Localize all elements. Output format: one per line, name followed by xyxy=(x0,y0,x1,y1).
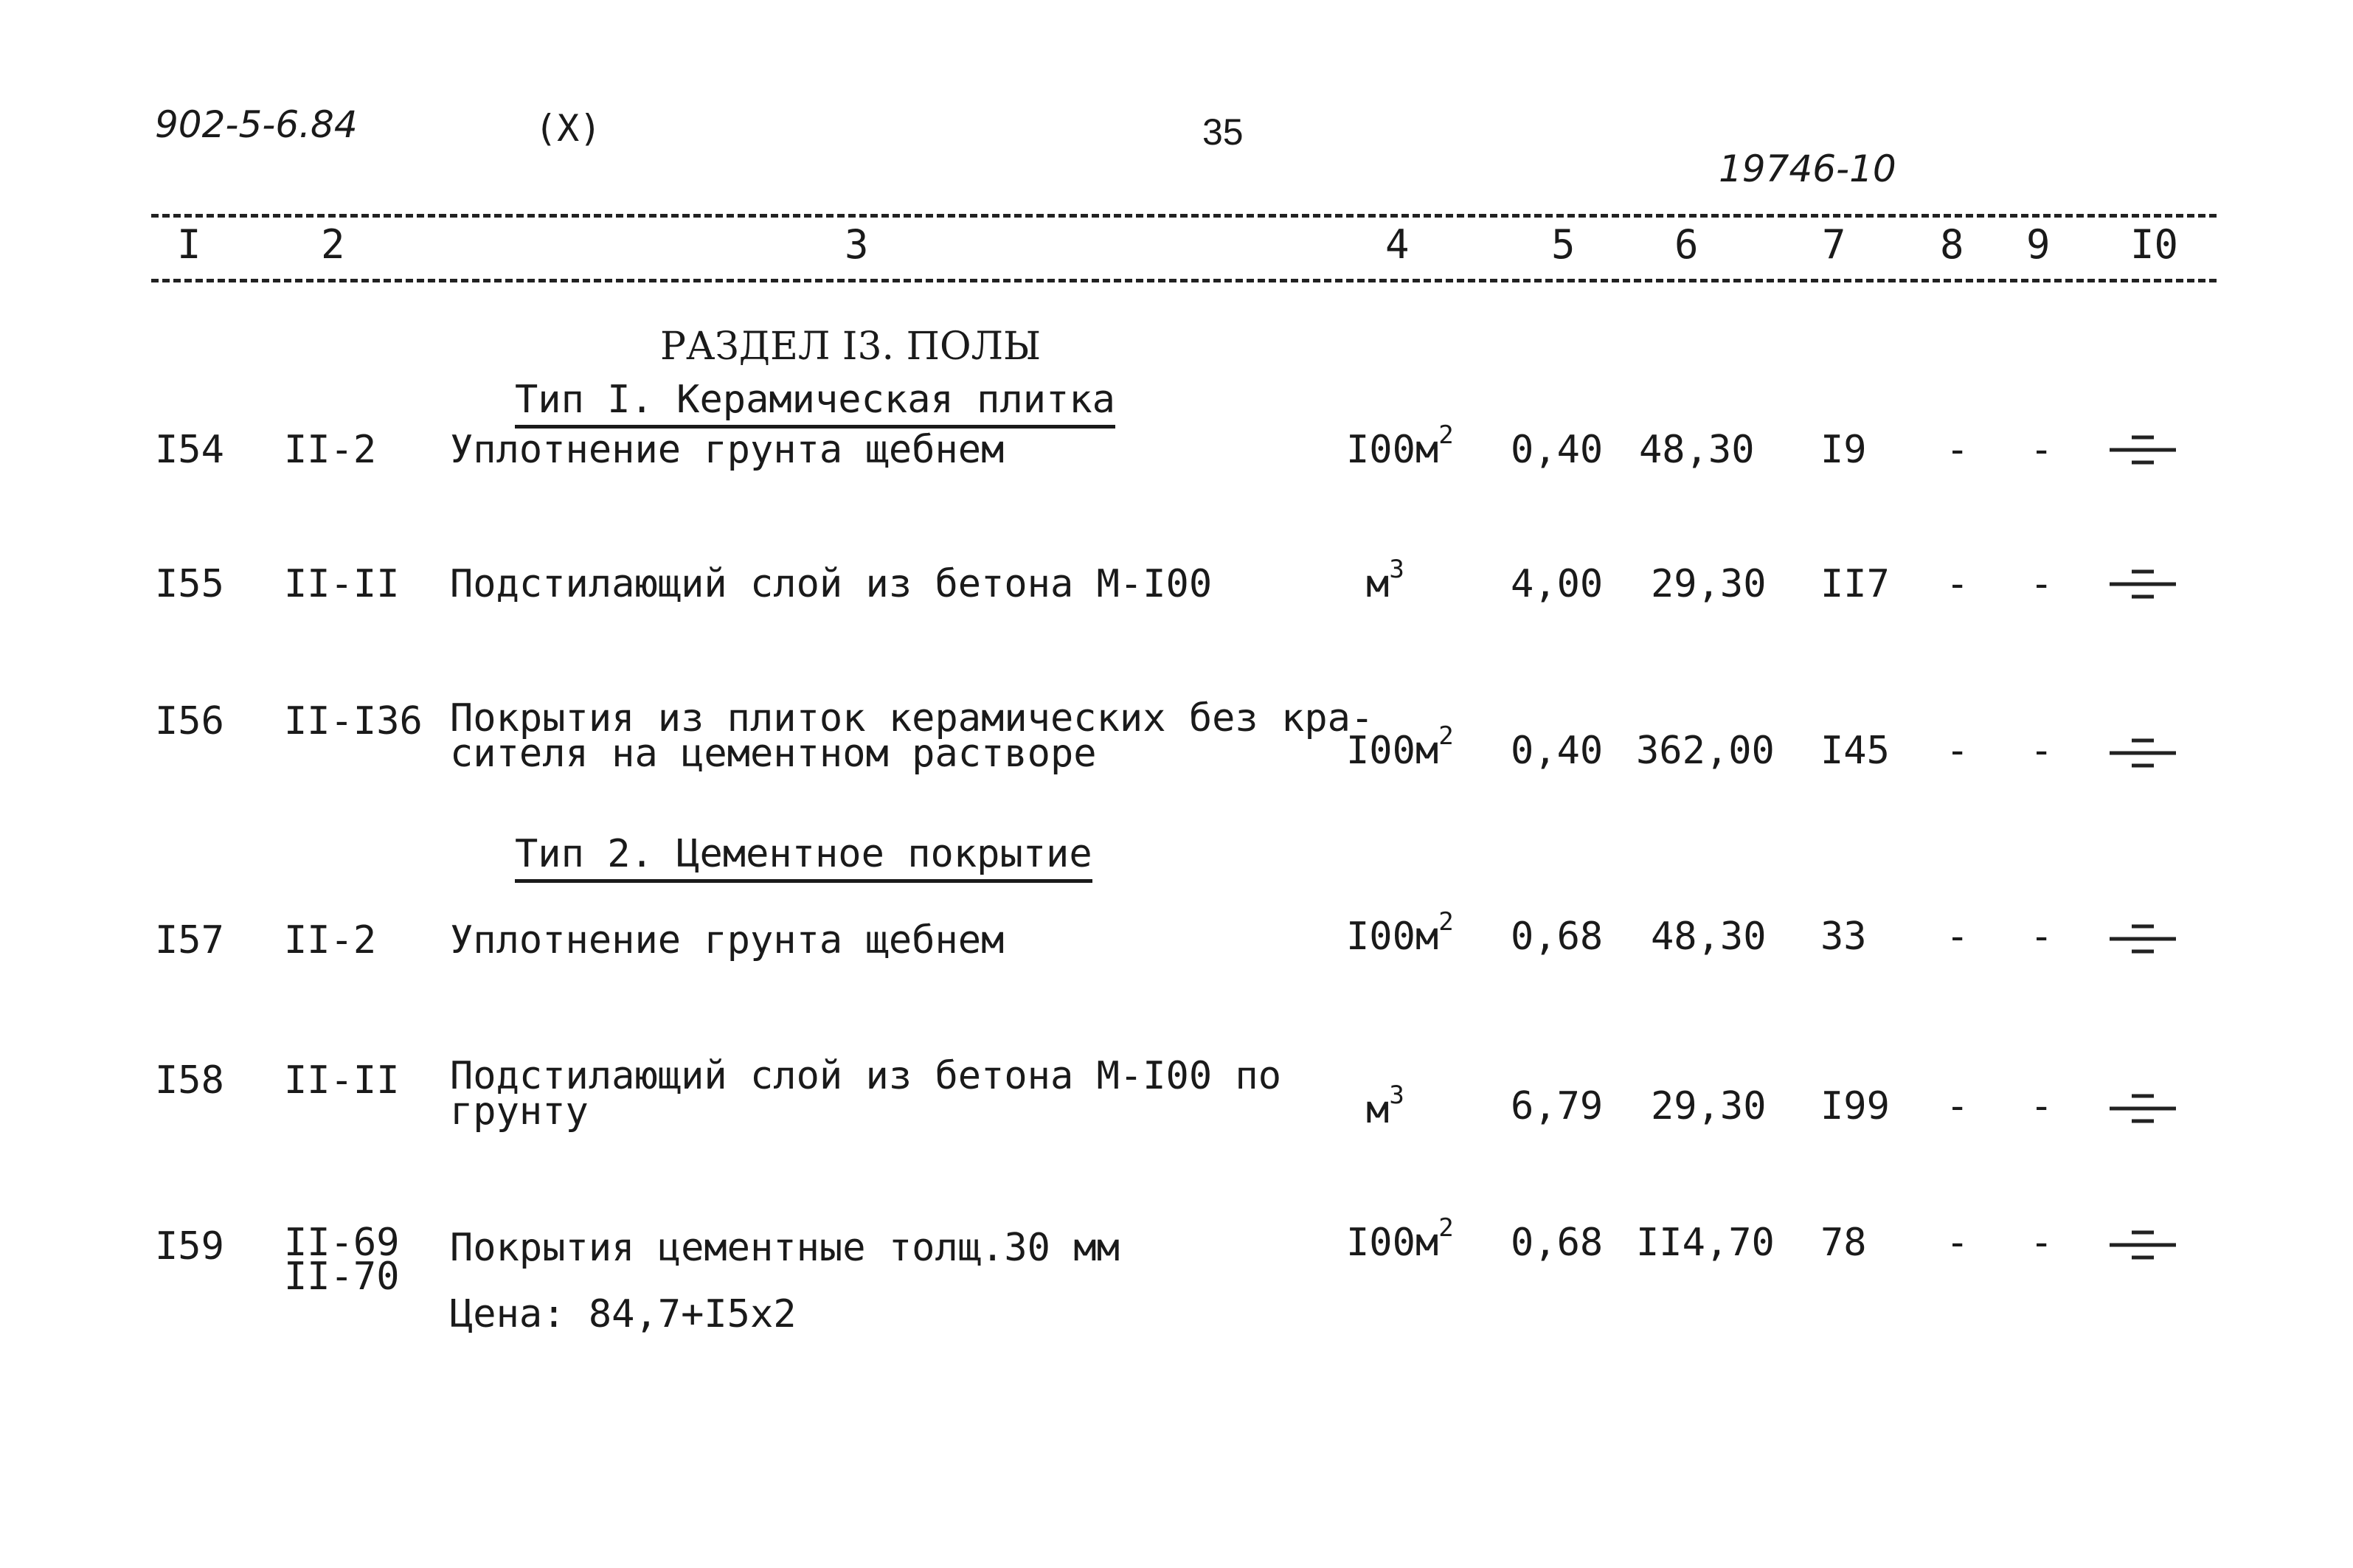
column-header-7: 7 xyxy=(1822,221,1846,268)
total-cost: II7 xyxy=(1820,562,1890,606)
column-header-5: 5 xyxy=(1551,221,1576,268)
subsection-type2 xyxy=(515,832,1092,876)
norm-code-line-1: II-69 xyxy=(284,1221,400,1265)
unit-of-measure xyxy=(1346,1213,1454,1265)
norm-code: II-II xyxy=(284,1058,400,1103)
column-header-2: 2 xyxy=(321,221,345,268)
quantity: 0,40 xyxy=(1511,428,1604,472)
unit-of-measure xyxy=(1346,420,1454,472)
norm-code: II-2 xyxy=(284,918,377,962)
row-number: I58 xyxy=(155,1058,224,1103)
column-header-6: 6 xyxy=(1674,221,1699,268)
row-number: I57 xyxy=(155,918,224,962)
ditto-mark-icon xyxy=(2110,1227,2176,1263)
unit-of-measure xyxy=(1366,1080,1404,1132)
column-header-3: 3 xyxy=(845,221,869,268)
unit-base: I00м xyxy=(1346,915,1439,959)
subsection-type1 xyxy=(515,378,1115,422)
unit-exponent: 2 xyxy=(1438,420,1454,450)
column-header-4: 4 xyxy=(1385,221,1410,268)
total-cost: I99 xyxy=(1820,1084,1890,1128)
column-header-10: I0 xyxy=(2130,221,2179,268)
norm-code: II-II xyxy=(284,562,400,606)
ditto-mark-icon xyxy=(2110,735,2176,771)
header-bottom-rule xyxy=(151,279,2217,282)
column-8-value: - xyxy=(1946,915,1969,959)
ditto-mark-icon xyxy=(2110,920,2176,957)
unit-base: м xyxy=(1366,562,1390,606)
unit-price: 29,30 xyxy=(1651,1084,1767,1128)
quantity: 0,68 xyxy=(1511,1221,1604,1265)
section-title: РАЗДЕЛ I3. ПОЛЫ xyxy=(660,325,1042,369)
column-9-value: - xyxy=(2030,428,2054,472)
column-header-8: 8 xyxy=(1940,221,1964,268)
column-header-1: I xyxy=(177,221,201,268)
norm-code xyxy=(284,1221,400,1299)
column-8-value: - xyxy=(1946,1084,1969,1128)
unit-price: 48,30 xyxy=(1639,428,1755,472)
norm-code: II-I36 xyxy=(284,699,423,743)
total-cost: I9 xyxy=(1820,428,1867,472)
unit-price: 48,30 xyxy=(1651,915,1767,959)
work-description: Уплотнение грунта щебнем xyxy=(450,428,1005,472)
unit-price: 29,30 xyxy=(1651,562,1767,606)
unit-exponent: 3 xyxy=(1389,1080,1404,1110)
row-number: I55 xyxy=(155,562,224,606)
subsection-type1-label: Тип I. Керамическая плитка xyxy=(515,378,1115,429)
unit-price: II4,70 xyxy=(1636,1221,1775,1265)
document-mark: (X) xyxy=(535,107,602,150)
unit-price: 362,00 xyxy=(1636,729,1775,773)
column-8-value: - xyxy=(1946,1221,1969,1265)
unit-of-measure xyxy=(1346,721,1454,773)
work-description-line-2: грунту xyxy=(450,1089,589,1134)
column-9-value: - xyxy=(2030,915,2054,959)
column-9-value: - xyxy=(2030,1084,2054,1128)
work-description-line-2: сителя на цементном растворе xyxy=(450,732,1097,776)
column-8-value: - xyxy=(1946,428,1969,472)
unit-base: I00м xyxy=(1346,729,1439,773)
row-number: I59 xyxy=(155,1224,224,1269)
total-cost: 78 xyxy=(1820,1221,1867,1265)
work-description: Уплотнение грунта щебнем xyxy=(450,918,1005,962)
unit-exponent: 2 xyxy=(1438,721,1454,751)
work-description xyxy=(450,696,1374,776)
unit-base: I00м xyxy=(1346,428,1439,472)
row-number: I56 xyxy=(155,699,224,743)
ditto-mark-icon xyxy=(2110,431,2176,468)
work-description-line-1: Подстилающий слой из бетона М-I00 по xyxy=(450,1054,1282,1098)
unit-exponent: 2 xyxy=(1438,1213,1454,1243)
total-cost: 33 xyxy=(1820,915,1867,959)
norm-code: II-2 xyxy=(284,428,377,472)
work-description-line-1: Покрытия из плиток керамических без кра- xyxy=(450,696,1374,740)
quantity: 6,79 xyxy=(1511,1084,1604,1128)
work-description xyxy=(450,1054,1282,1134)
document-code: 902-5-6.84 xyxy=(155,103,358,146)
unit-of-measure xyxy=(1366,555,1404,606)
unit-base: I00м xyxy=(1346,1221,1439,1265)
row-number: I54 xyxy=(155,428,224,472)
total-cost: I45 xyxy=(1820,729,1890,773)
column-8-value: - xyxy=(1946,562,1969,606)
norm-code-line-2: II-70 xyxy=(284,1255,400,1299)
column-9-value: - xyxy=(2030,562,2054,606)
column-header-9: 9 xyxy=(2026,221,2051,268)
subsection-type2-label: Тип 2. Цементное покрытие xyxy=(515,832,1092,883)
ditto-mark-icon xyxy=(2110,566,2176,603)
unit-exponent: 2 xyxy=(1438,907,1454,937)
work-description: Покрытия цементные толщ.30 мм xyxy=(450,1226,1120,1270)
column-9-value: - xyxy=(2030,1221,2054,1265)
quantity: 0,40 xyxy=(1511,729,1604,773)
column-8-value: - xyxy=(1946,729,1969,773)
unit-of-measure xyxy=(1346,907,1454,959)
page-number: 35 xyxy=(1202,111,1244,153)
unit-exponent: 3 xyxy=(1389,555,1404,584)
work-description: Подстилающий слой из бетона М-I00 xyxy=(450,562,1213,606)
column-9-value: - xyxy=(2030,729,2054,773)
header-top-rule xyxy=(151,214,2217,218)
price-note: Цена: 84,7+I5x2 xyxy=(450,1292,797,1336)
sheet-code: 19746-10 xyxy=(1719,148,1896,190)
ditto-mark-icon xyxy=(2110,1090,2176,1127)
quantity: 4,00 xyxy=(1511,562,1604,606)
unit-base: м xyxy=(1366,1088,1390,1132)
quantity: 0,68 xyxy=(1511,915,1604,959)
